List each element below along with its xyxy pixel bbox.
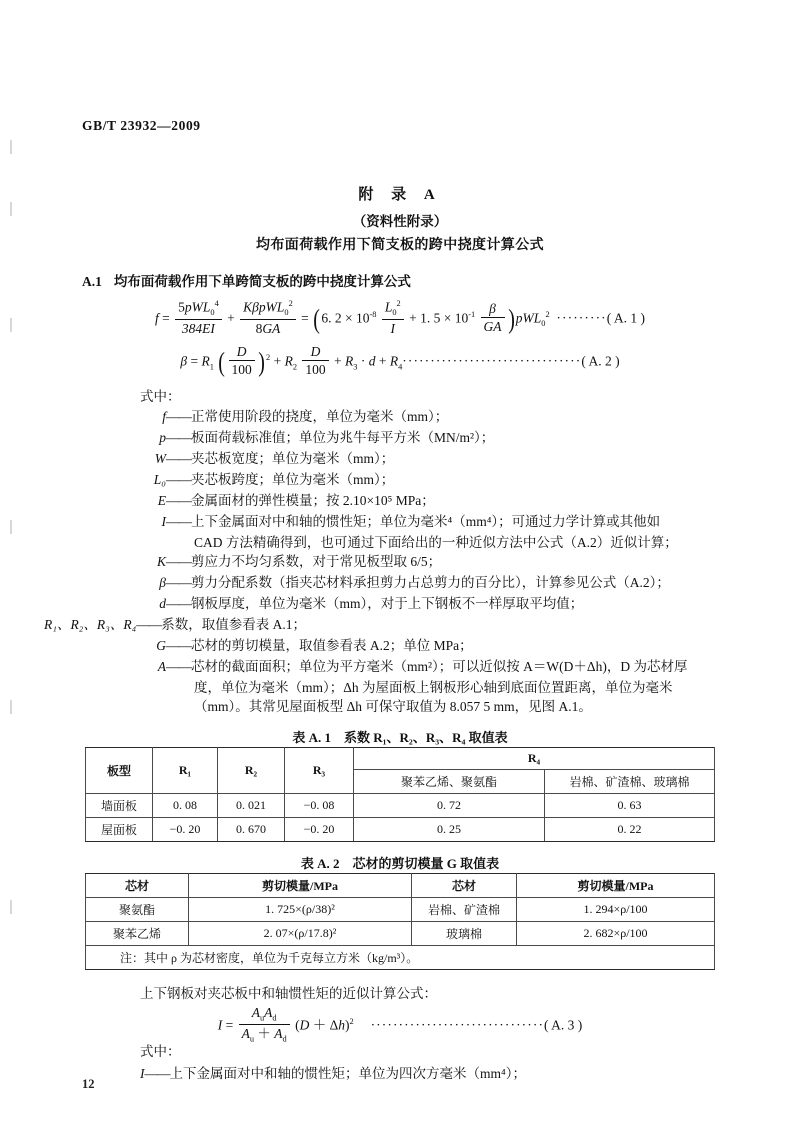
scan-speckle (10, 318, 12, 332)
eq-a2-leader: ································ (402, 353, 582, 369)
table-row (86, 794, 715, 818)
eq-a1-coef1: 6. 2 (321, 310, 342, 326)
clause-number: A.1 (82, 274, 102, 289)
table-a1 (85, 747, 715, 842)
definition-dash: —— (166, 637, 191, 653)
th-core-material-2: 芯材 (412, 874, 517, 898)
th-r4-sub-1: 聚苯乙烯、聚氨酯 (354, 770, 545, 794)
table-row-header (86, 874, 715, 898)
definition-dash: —— (166, 409, 191, 424)
clause-title: 均布面荷载作用下单跨简支板的跨中挠度计算公式 (113, 274, 411, 289)
table-row (86, 922, 715, 946)
definition-dash: —— (166, 471, 191, 487)
standard-number-header: GB/T 23932—2009 (82, 118, 201, 133)
definition-text: 上下金属面对中和轴的惯性矩；单位为毫米⁴（mm⁴）；可通过力学计算或其他如 (191, 513, 661, 529)
definition-dash: —— (166, 575, 191, 590)
cell-shear-modulus: 2. 682×ρ/100 (517, 922, 715, 946)
th-r4: R₄ (354, 748, 715, 770)
th-r1: R₁ (153, 748, 218, 794)
table-row (86, 898, 715, 922)
definition-text: 正常使用阶段的挠度，单位为毫米（mm）； (191, 409, 449, 424)
definition-symbol: β (159, 575, 166, 590)
definition-symbol: I (140, 1066, 145, 1081)
definition-item-p (82, 428, 718, 447)
cell-core-material: 玻璃棉 (412, 922, 517, 946)
shizhong-label-2: 式中： (140, 1044, 181, 1059)
cell-r3: −0. 08 (285, 794, 354, 818)
definition-item-beta (82, 573, 718, 592)
cell-r2: 0. 021 (218, 794, 285, 818)
th-r4-sub-2: 岩棉、矿渣棉、玻璃棉 (545, 770, 715, 794)
cell-r4a: 0. 25 (354, 818, 545, 842)
th-core-material-1: 芯材 (86, 874, 189, 898)
eq-a3-leader: ······························· (370, 1017, 545, 1033)
cell-r4a: 0. 72 (354, 794, 545, 818)
definition-symbol: f (162, 409, 166, 424)
definition-text: 上下金属面对中和轴的惯性矩；单位为四次方毫米（mm⁴）； (169, 1066, 526, 1081)
cell-shear-modulus: 1. 725×(ρ/38)² (189, 898, 412, 922)
eq-a2-den: 100 (231, 362, 252, 378)
scan-speckle (10, 520, 12, 534)
eq-a1-coef2: 1. 5 (420, 310, 441, 326)
definition-text: 钢板厚度，单位为毫米（mm），对于上下钢板不一样厚取平均值； (191, 595, 584, 611)
definition-text: 芯材的截面面积；单位为平方毫米（mm²）；可以近似按 A＝W(D＋Δh)，D 为芯材厚 (191, 658, 688, 674)
th-r3: R₃ (285, 748, 354, 794)
scan-speckle (10, 900, 12, 914)
cell-core-material: 聚氨酯 (86, 898, 189, 922)
table-row-note (86, 946, 715, 970)
cell-r2: 0. 670 (218, 818, 285, 842)
eq-a2-number: ( A. 2 ) (581, 353, 620, 369)
definition-symbol: R₁、R₂、R₃、R₄ (44, 616, 137, 632)
symbol-definition-list (44, 407, 718, 717)
table-a2-caption: 表 A. 2 芯材的剪切模量 G 取值表 (300, 856, 500, 871)
definition-item-k (82, 552, 718, 571)
table-a2 (85, 873, 715, 970)
definition-symbol: L₀ (153, 471, 166, 487)
cell-r4b: 0. 63 (545, 794, 715, 818)
cell-r4b: 0. 22 (545, 818, 715, 842)
equation-a2: $\beta = R_1$ ( $\frac{D}{100}$ )$^2 + R_2$ $\frac{D}{100}$ + $R_3 \cdot d + R_4\cdot\cdot\cdot\cdot\cdot\cdot\cdot\cdot\cdot\cdot\cdot\cdot\cdot\cdot\cdot\cdot\cdot\cdot\cdot\cdot\cdot\cdot\cdot\cdot\cdot\cdot\cdot\cdot\cdot\cdot\cdot\cdot$( A. 2 ) (180, 343, 620, 378)
eq-a1-exp2: -1 (468, 309, 476, 319)
definition-dash: —— (136, 616, 162, 632)
table-a1-caption: 表 A. 1 系数 R₁、R₂、R₃、R₄ 取值表 (292, 730, 508, 745)
definition-text: 剪应力不均匀系数，对于常见板型取 6/5； (191, 554, 442, 570)
definition-symbol: d (159, 595, 166, 611)
definition-symbol: E (157, 492, 166, 508)
definition-item-e (82, 491, 718, 510)
definition-item-g (82, 636, 718, 655)
cell-r1: −0. 20 (153, 818, 218, 842)
cell-plate-type: 墙面板 (86, 794, 153, 818)
eq-a1-exp1: -8 (369, 309, 377, 319)
definition-symbol: W (154, 450, 166, 466)
definition-text: 金属面材的弹性模量；按 2.10×10⁵ MPa； (191, 492, 435, 508)
page-number: 12 (82, 1077, 95, 1091)
definition-item-i-final (140, 1062, 526, 1082)
clause-heading (82, 270, 411, 290)
scan-speckle (10, 202, 12, 216)
definition-dash: —— (166, 513, 191, 529)
definition-dash: —— (166, 554, 191, 570)
definition-text: 夹芯板跨度；单位为毫米（mm）； (191, 471, 395, 487)
eq-a3-number: ( A. 3 ) (544, 1017, 583, 1033)
eq-a1-leader: ········· (556, 310, 607, 326)
table-a2-note: 注：其中 ρ 为芯材密度，单位为千克每立方米（kg/m³）。 (86, 946, 715, 970)
definition-dash: —— (166, 595, 191, 611)
definition-text: 夹芯板宽度；单位为毫米（mm）； (191, 450, 395, 466)
definition-dash: —— (166, 450, 191, 466)
definition-item-i (82, 512, 718, 552)
shizhong-label-1: 式中： (140, 389, 181, 404)
definition-item-f (82, 407, 718, 426)
definition-text: 剪力分配系数（指夹芯材料承担剪力占总剪力的百分比），计算参见公式（A.2）； (191, 575, 670, 590)
th-plate-type: 板型 (86, 748, 153, 794)
annex-subtitle: （资料性附录） (352, 214, 448, 229)
eq-a1-number: ( A. 1 ) (606, 310, 646, 326)
th-r2: R₂ (218, 748, 285, 794)
th-shear-modulus-1: 剪切模量/MPa (189, 874, 412, 898)
definition-dash: —— (144, 1066, 170, 1081)
cell-core-material: 岩棉、矿渣棉 (412, 898, 517, 922)
definition-symbol: K (156, 554, 166, 570)
equation-a1: f = $\frac{5pWL_0^4}{384EI}$ + $\frac{K\beta pWL_0^2}{8GA}$ = (6. $2 \times 10^{-8}$ $\frac{L_0^2}{I}$ + 1. $5 \times 10^{-1}$ $\frac{\beta}{GA}$ )pWL$_0^2$ ·········( A. 1 ) (154, 298, 646, 336)
definition-item-r-coefficients (44, 615, 718, 634)
table-row-header (86, 748, 715, 770)
definition-text-continued: CAD 方法精确得到，也可通过下面给出的一种近似方法中公式（A.2）近似计算； (194, 534, 678, 550)
definition-dash: —— (166, 492, 191, 508)
definition-dash: —— (166, 658, 191, 674)
definition-text-continued: 度，单位为毫米（mm）；Δh 为屋面板上钢板形心轴到底面位置距离，单位为毫米 (194, 679, 673, 695)
definition-text: 系数，取值参看表 A.1； (161, 616, 307, 632)
annex-caption: 均布面荷载作用下简支板的跨中挠度计算公式 (256, 238, 544, 253)
definition-dash: —— (166, 429, 191, 445)
definition-text: 芯材的剪切模量，取值参看表 A.2；单位 MPa； (191, 637, 473, 653)
scan-speckle (10, 700, 12, 714)
definition-item-d (82, 594, 718, 613)
definition-symbol: I (161, 513, 166, 529)
definition-symbol: p (159, 429, 166, 445)
section-a3-lead: 上下钢板对夹芯板中和轴惯性矩的近似计算公式： (140, 986, 437, 1001)
definition-text-continued-2: （mm）。其常见屋面板型 Δh 可保守取值为 8.057 5 mm，见图 A.1。 (194, 699, 592, 715)
cell-r3: −0. 20 (285, 818, 354, 842)
table-row (86, 818, 715, 842)
definition-symbol: A (157, 658, 166, 674)
cell-r1: 0. 08 (153, 794, 218, 818)
definition-symbol: G (156, 637, 166, 653)
definition-text: 板面荷载标准值；单位为兆牛每平方米（MN/m²）； (191, 429, 495, 445)
annex-title: 附 录 A (358, 187, 442, 203)
definition-item-a (82, 657, 718, 717)
cell-plate-type: 屋面板 (86, 818, 153, 842)
cell-shear-modulus: 2. 07×(ρ/17.8)² (189, 922, 412, 946)
equation-a3: I = $\frac{A_uA_d}{A_u + A_d}$ $(D + \Delta h)^2$ ·······························( A. 3 ) (217, 1004, 583, 1044)
definition-item-l0 (82, 470, 718, 489)
th-shear-modulus-2: 剪切模量/MPa (517, 874, 715, 898)
cell-core-material: 聚苯乙烯 (86, 922, 189, 946)
scan-speckle (10, 140, 12, 154)
definition-item-w (82, 449, 718, 468)
cell-shear-modulus: 1. 294×ρ/100 (517, 898, 715, 922)
